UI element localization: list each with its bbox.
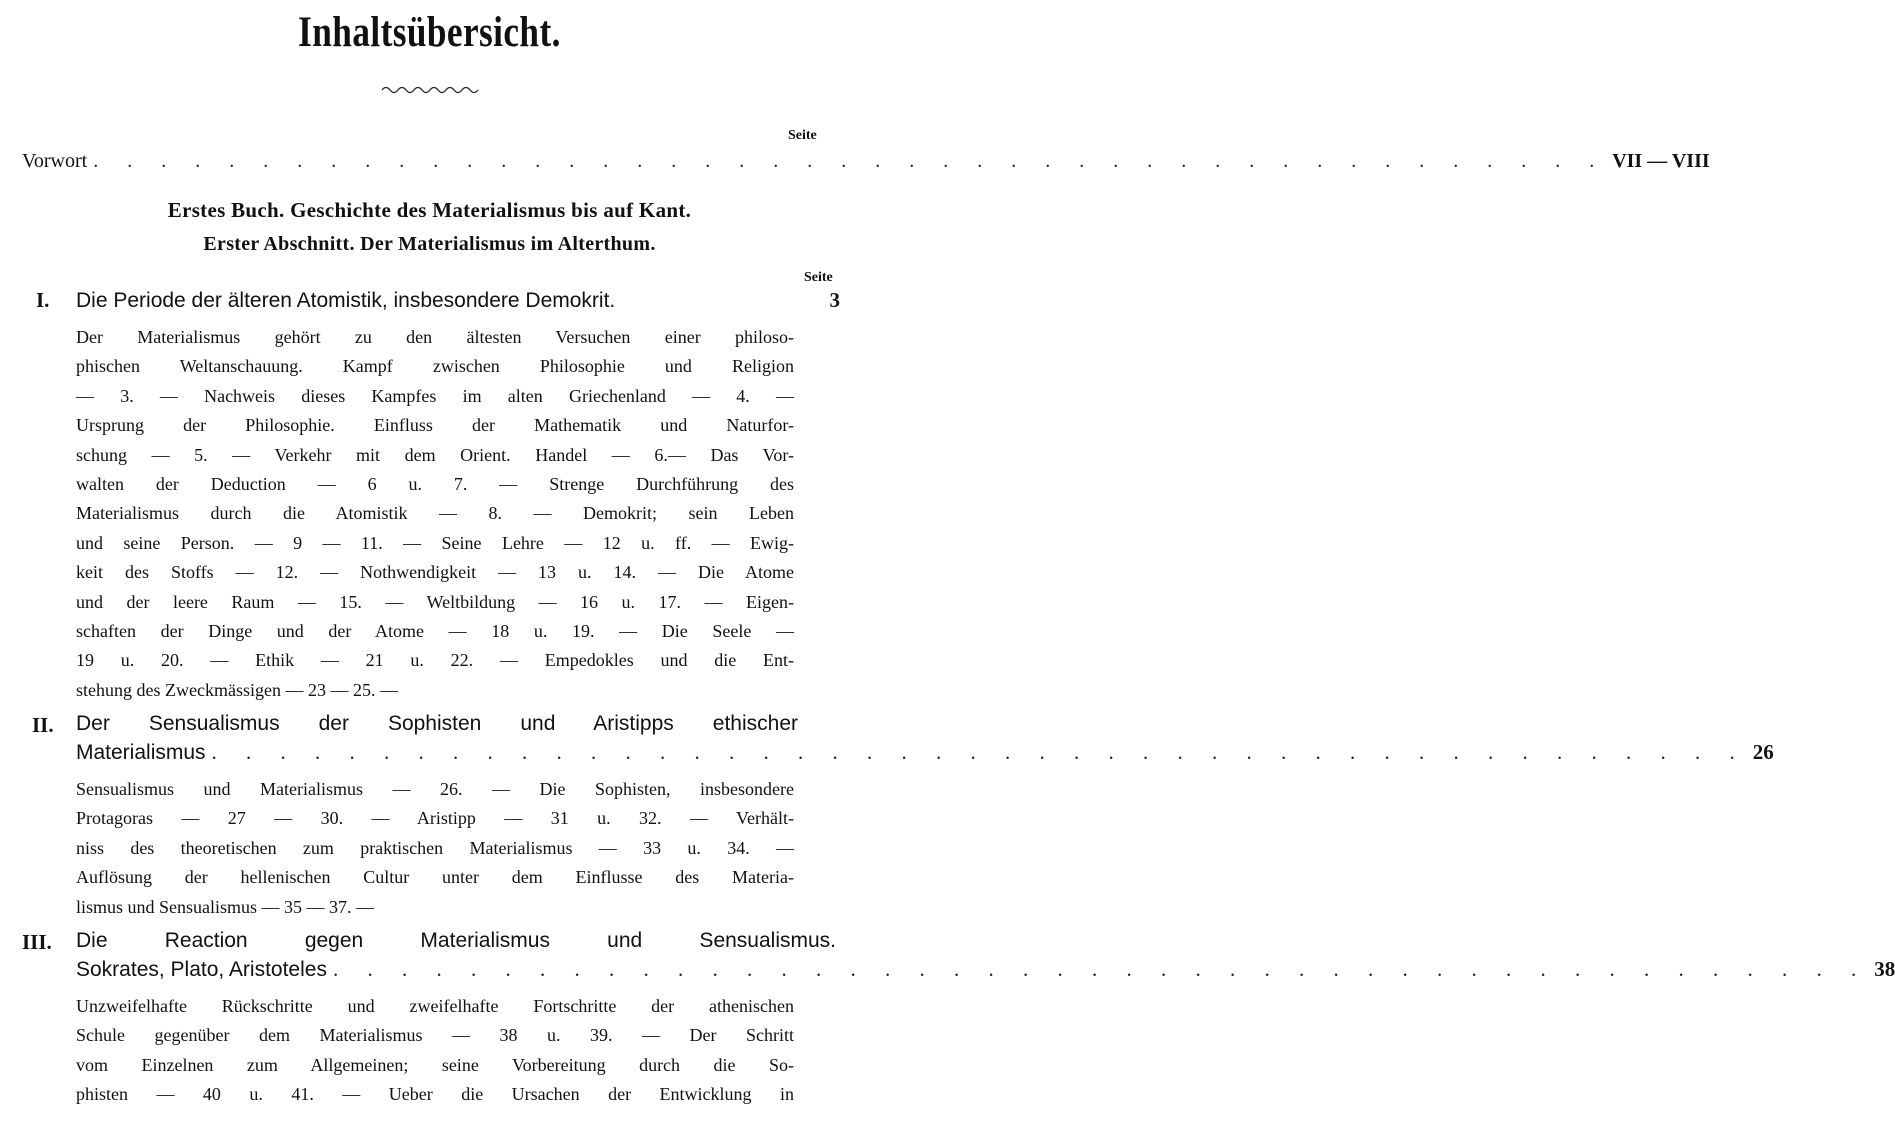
summary-line: — 3. — Nachweis dieses Kampfes im alten Griechenland — 4. — [76, 385, 794, 406]
toc-row-chapter-1[interactable] [76, 288, 840, 313]
book-heading: Erstes Buch. Geschichte des Materialismus bis auf Kant. [167, 198, 692, 222]
summary-line: niss des theoretischen zum praktischen Materialismus — 33 u. 34. — [76, 837, 794, 858]
seite-label-second: Seite [804, 270, 833, 285]
chapter-summary [76, 992, 794, 1110]
summary-line: Unzweifelhafte Rückschritte und zweifelhafte Fortschritte der athenischen [76, 996, 794, 1016]
summary-line: 19 u. 20. — Ethik — 21 u. 22. — Empedokles und die Ent- [76, 650, 794, 671]
toc-page-vorwort: VII — VIII [1612, 150, 1710, 172]
summary-line: und der leere Raum — 15. — Weltbildung — 16 u. 17. — Eigen- [76, 591, 794, 612]
summary-line: schaften der Dinge und der Atome — 18 u. 19. — Die Seele — [76, 620, 794, 641]
summary-line: Materialismus durch die Atomistik — 8. — Demokrit; sein Leben [76, 503, 794, 524]
summary-line: Schule gegenüber dem Materialismus — 38 u. 39. — Der Schritt [76, 1025, 794, 1046]
chapter-title: Sokrates, Plato, Aristoteles [76, 958, 327, 981]
leader-dots: . . . . . . . . . . . . . . . . . . . . . . . . . . . . . . . . . . . . . . . . . . . . . [93, 150, 1607, 172]
chapter-page: 3 [829, 288, 840, 312]
ornament-divider [380, 84, 484, 96]
section-heading: Erster Abschnitt. Der Materialismus im Alterthum. [203, 233, 656, 255]
chapter-number: I. [36, 288, 50, 312]
chapter-title-line[interactable]: Die Reaction gegen Materialismus und Sensualismus. [76, 929, 836, 952]
toc-label-vorwort: Vorwort [22, 150, 88, 172]
summary-line: stehung des Zweckmässigen — 23 — 25. — [76, 679, 398, 700]
toc-row-chapter-3[interactable] [76, 957, 1895, 982]
summary-line: keit des Stoffs — 12. — Nothwendigkeit — 13 u. 14. — Die Atome [76, 562, 794, 583]
summary-line: Protagoras — 27 — 30. — Aristipp — 31 u. 32. — Verhält- [76, 808, 794, 829]
summary-line: phisten — 40 u. 41. — Ueber die Ursachen der Entwicklung in [76, 1084, 794, 1105]
toc-row-chapter-2[interactable] [76, 740, 1774, 765]
chapter-number: II. [32, 713, 54, 737]
summary-line: vom Einzelnen zum Allgemeinen; seine Vorbereitung durch die So- [76, 1054, 794, 1075]
chapter-summary [76, 775, 794, 922]
leader-dots: . . . . . . . . . . . . . . . . . . . . . . . . . . . . . . . . . . . . . . . . . . . . . [211, 740, 1747, 764]
chapter-page: 26 [1752, 740, 1774, 764]
toc-row-vorwort[interactable] [22, 150, 1710, 173]
summary-line: walten der Deduction — 6 u. 7. — Strenge Durchführung des [76, 473, 794, 494]
chapter-summary [76, 323, 794, 705]
chapter-title: Materialismus [76, 741, 206, 764]
summary-line: Der Materialismus gehört zu den ältesten Versuchen einer philoso- [76, 327, 794, 347]
chapter-title: Die Periode der älteren Atomistik, insbesondere Demokrit. [76, 289, 616, 312]
summary-line: Sensualismus und Materialismus — 26. — Die Sophisten, insbesondere [76, 779, 794, 799]
summary-line: Auflösung der hellenischen Cultur unter dem Einflusse des Materia- [76, 867, 794, 888]
summary-line: Ursprung der Philosophie. Einfluss der Mathematik und Naturfor- [76, 415, 794, 436]
seite-label-top: Seite [788, 128, 817, 143]
summary-line: lismus und Sensualismus — 35 — 37. — [76, 896, 375, 917]
summary-line: phischen Weltanschauung. Kampf zwischen Philosophie und Religion [76, 356, 794, 377]
leader-dots: . . . . . . . . . . . . . . . . . . . . . . . . . . . . . . . . . . . . . . . . . . . . . [332, 957, 1869, 981]
chapter-page: 38 [1874, 957, 1895, 981]
chapter-title-line[interactable]: Der Sensualismus der Sophisten und Aristipps ethischer [76, 712, 798, 735]
page-title: Inhaltsübersicht. [298, 9, 561, 56]
summary-line: schung — 5. — Verkehr mit dem Orient. Handel — 6.— Das Vor- [76, 444, 794, 465]
summary-line: und seine Person. — 9 — 11. — Seine Lehre — 12 u. ff. — Ewig- [76, 532, 794, 553]
chapter-number: III. [22, 930, 52, 954]
